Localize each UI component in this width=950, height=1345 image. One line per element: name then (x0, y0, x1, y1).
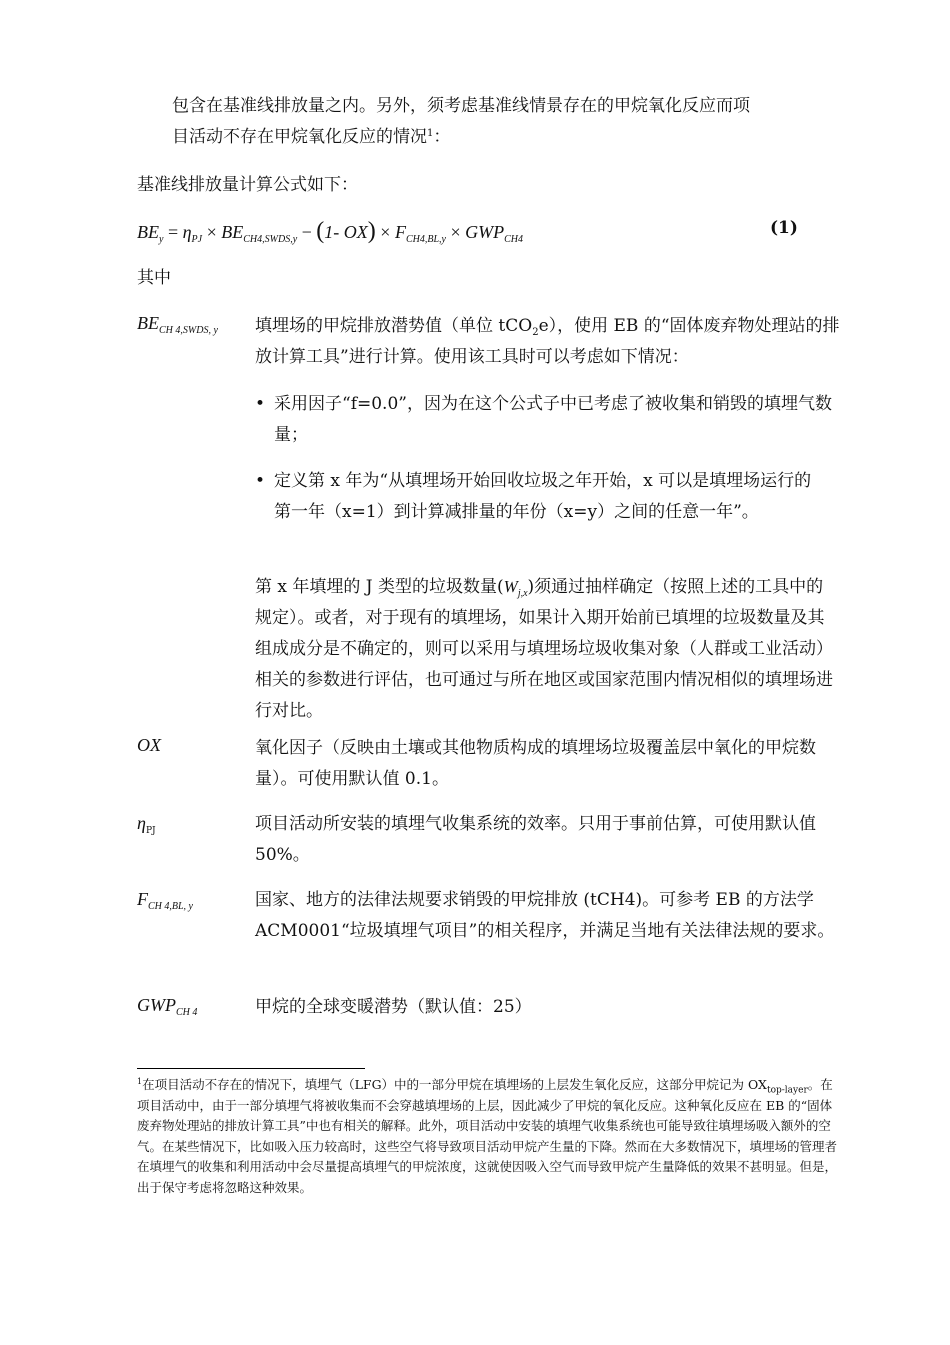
formula-heading: 基准线排放量计算公式如下： (137, 175, 358, 195)
definition-gwp: 甲烷的全球变暖潜势（默认值：25） (255, 997, 532, 1017)
symbol-f: $F_{CH 4,BL, y}$ (137, 889, 193, 912)
symbol-be-swds: $BE_{CH 4,SWDS, y}$ (137, 313, 218, 336)
footnote: $^1$在项目活动不存在的情况下，填埋气（LFG）中的一部分甲烷在填埋场的上层发生氧化反应，这部分甲烷记为 $OX_{top-layer}$。在项目活动中，由于一部分填埋气将被收集而不会穿越填埋场的上层，因此减少了甲烷的氧化反应。这种氧化反应在 EB 的“固体废弃物处理站的排放计算工具”中也有相关的解释。此外，项目活动中安装的填埋气收集系统也可能导致往填埋场吸入额外的空气。在某些情况下，比如吸入压力较高时，这些空气将导致项目活动甲烷产生量的下降。然而在大多数情况下，填埋场的管理者在填埋气的收集和利用活动中会尽量提高填埋气的甲烷浓度，这就使因吸入空气而导致甲烷产生量降低的效果不甚明显。但是，出于保守考虑将忽略这种效果。 (137, 1077, 838, 1195)
formula-1: $BE_y = \eta_{PJ} \times BE_{CH4,SWDS,y} - (1-$ $OX) \times F_{CH4,BL,y} \times GWP_{CH4}$ (137, 218, 524, 245)
footnote-divider (137, 1068, 365, 1069)
intro-line-2: 目活动不存在甲烷氧化反应的情况$^1$： (172, 127, 451, 147)
definition-be-swds: 填埋场的甲烷排放潜势值（单位 tCO$_2$e），使用 EB 的“固体废弃物处理站的排放计算工具”进行计算。使用该工具时可以考虑如下情况： (255, 316, 840, 367)
where-label: 其中 (137, 268, 171, 288)
bullet-item: • 定义第 x 年为“从填埋场开始回收垃圾之年开始，x 可以是填埋场运行的第一年（x=1）到计算减排量的年份（x=y）之间的任意一年”。 (255, 466, 815, 528)
definition-ox: 氧化因子（反映由土壤或其他物质构成的填埋场垃圾覆盖层中氧化的甲烷数量）。可使用默认值 0.1。 (255, 738, 816, 789)
bullet-icon: • (255, 471, 266, 491)
intro-paragraph (172, 91, 842, 153)
definition-eta: 项目活动所安装的填埋气收集系统的效率。只用于事前估算，可使用默认值 50%。 (255, 814, 816, 865)
definition-f: 国家、地方的法律法规要求销毁的甲烷排放 (tCH4)。可参考 EB 的方法学 ACM0001“垃圾填埋气项目”的相关程序，并满足当地有关法律法规的要求。 (255, 890, 835, 941)
bullet-icon: • (255, 394, 266, 414)
definition-be-swds-paragraph: 第 x 年填埋的 J 类型的垃圾数量$(W_{j,x})$须通过抽样确定（按照上述的工具中的规定）。或者，对于现有的填埋场，如果计入期开始前已填埋的垃圾数量及其组成成分是不确定的，则可以采用与填埋场垃圾收集对象（人群或工业活动）相关的参数进行评估，也可通过与所在地区或国家范围内情况相似的填埋场进行对比。 (255, 577, 833, 721)
symbol-ox: OX (137, 735, 161, 755)
intro-line-1: 包含在基准线排放量之内。另外，须考虑基准线情景存在的甲烷氧化反应而项 (172, 96, 750, 116)
formula-number: (1) (770, 218, 798, 238)
bullet-item: • 采用因子“f=0.0”，因为在这个公式子中已考虑了被收集和销毁的填埋气数量； (255, 389, 840, 451)
symbol-gwp: $GWP_{CH 4}$ (137, 995, 198, 1018)
symbol-eta: $\eta_{PJ}$ (137, 813, 156, 836)
footnote-marker: 1 (137, 1077, 143, 1086)
footnote-reference[interactable]: 1 (427, 128, 434, 139)
